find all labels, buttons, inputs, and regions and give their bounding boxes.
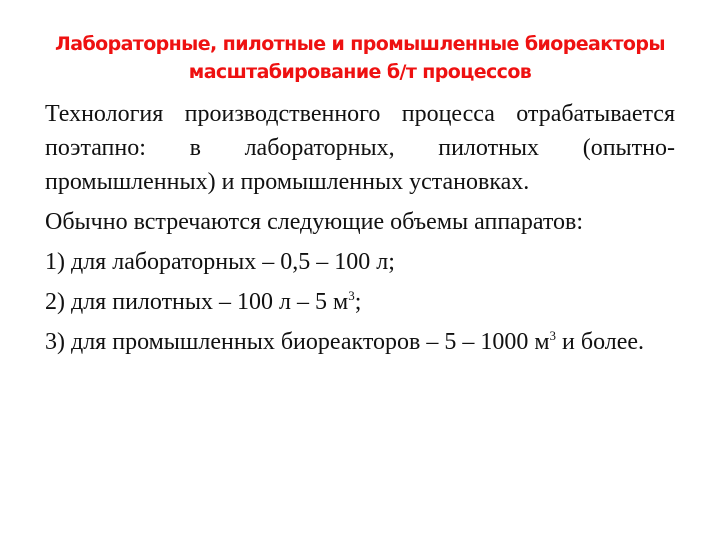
slide-title-line-2: масштабирование б/т процессов <box>188 61 532 83</box>
cubic-superscript: 3 <box>348 288 355 303</box>
list-item-industrial <box>45 325 675 359</box>
intro-paragraph: Технология производственного процесса отрабатывается поэтапно: в лабораторных, пилотных (опытно-промышленных) и промышленных установках. <box>45 101 675 195</box>
list-item-industrial-tail: и более. <box>556 329 645 355</box>
list-item-pilot <box>45 285 675 319</box>
list-item-pilot-tail: ; <box>354 289 362 315</box>
volumes-intro-paragraph: Обычно встречаются следующие объемы аппаратов: <box>45 209 584 235</box>
slide-body <box>45 97 675 359</box>
list-item-pilot-text: 2) для пилотных – 100 л – 5 м <box>45 289 349 315</box>
slide-title-line-1: Лабораторные, пилотные и промышленные биореакторы <box>55 33 665 55</box>
list-item-laboratory: 1) для лабораторных – 0,5 – 100 л; <box>45 249 395 275</box>
list-item-industrial-text: 3) для промышленных биореакторов – 5 – 1000 м <box>45 329 550 355</box>
cubic-superscript: 3 <box>549 328 557 343</box>
slide-title <box>30 30 690 86</box>
